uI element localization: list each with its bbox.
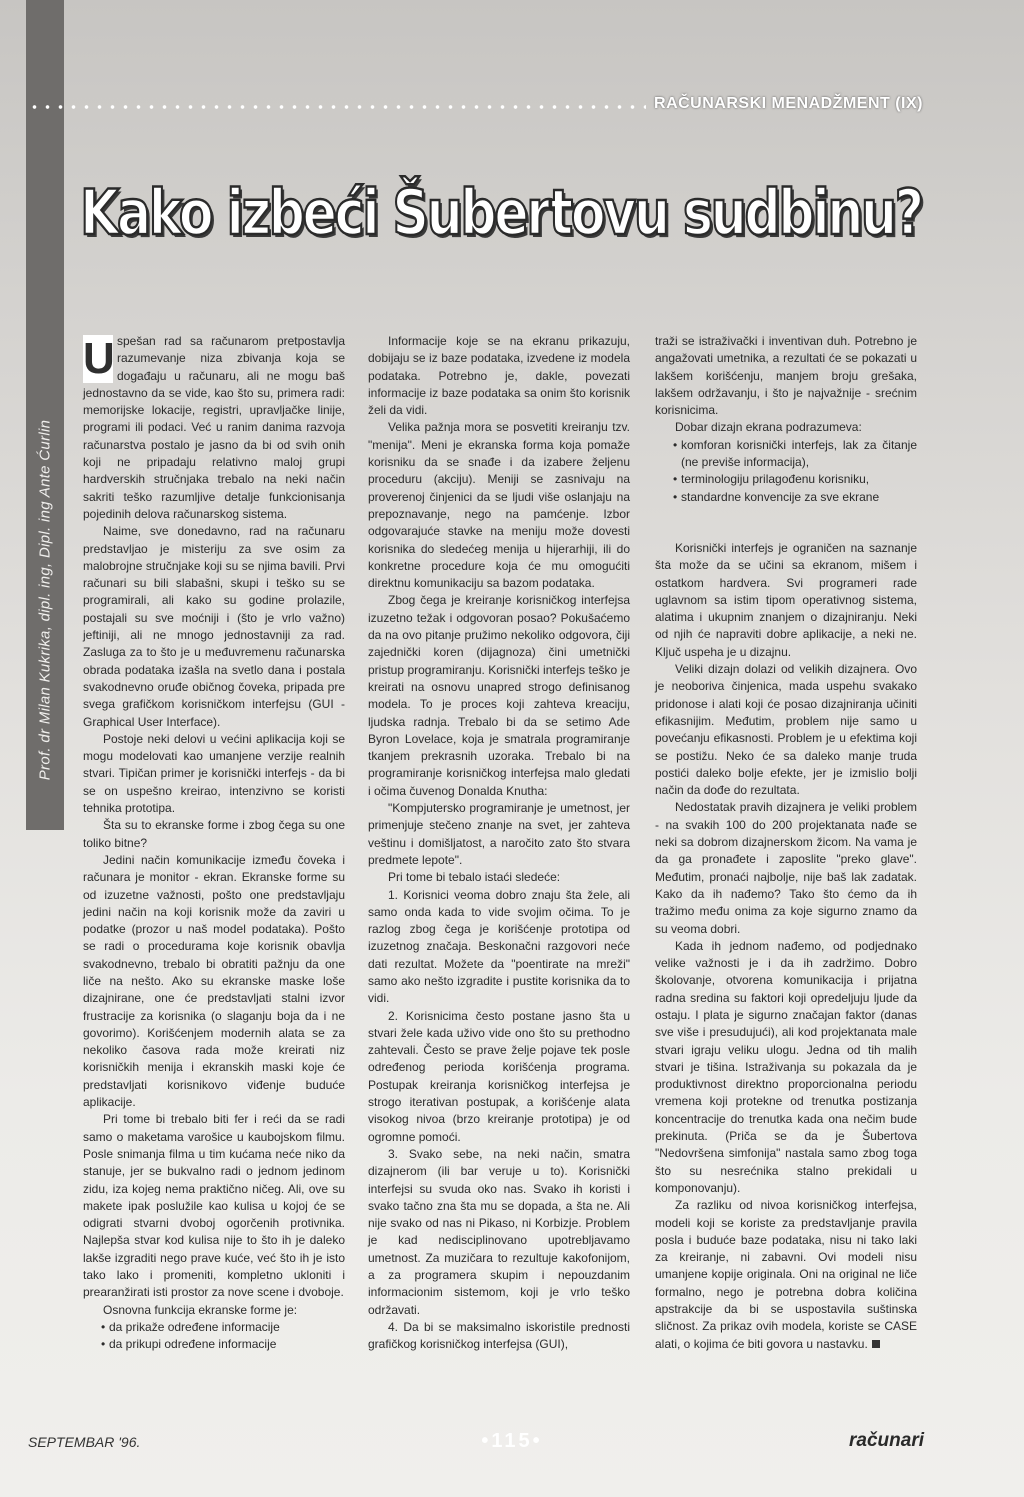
paragraph: Osnovna funkcija ekranske forme je: (103, 1302, 298, 1317)
bullet-item: • standardne konvencije za sve ekrane (655, 489, 917, 506)
drop-cap: U (83, 334, 115, 383)
paragraph: Dobar dizajn ekrana podrazumeva: (675, 420, 862, 435)
end-of-article-mark (872, 1340, 880, 1348)
series-header (28, 90, 923, 118)
paragraph: Kada ih jednom nađemo, od podjednako velike važnosti je i da ih zadržimo. Dobro školovanje, otvorena komunikacija i prijatna radna sredina su faktori koji opredeljuju ljude da ostaju. I plata je sigurno značajan faktor (danas sve više i presudujući), ali kod projektanata male stvari igraju veliku ulogu. Jedna od tih malih stvari je tišina. Istraživanja su pokazala da je produktivnost direktno proporcionalna periodu vremena koji protekne od trenutka postizanja koncentracije do trenutka kada ona nečim bude prekinuta. (Priča se da je Šubertova "Nedovršena simfonija" nastala samo zbog toga što su nesrećnika stalno prekidali u komponovanju). (655, 938, 917, 1195)
paragraph: Veliki dizajn dolazi od velikih dizajnera. Ovo je neoboriva činjenica, mada uspehu svakako pridonose i alati koji će posao dizajniranja učiniti efikasnijim. Međutim, problem nije samo u povećanju efikasnosti. Problem je u efektima koji se postižu. Neko će sa daleko manje truda postići daleko bolje efekte, jer je izmislio bolji način da dođe do rezultata. (655, 662, 917, 798)
numbered-item: 3. Svako sebe, na neki način, smatra dizajnerom (ili bar veruje u to). Korisnički interfejsi su svuda oko nas. Svako ih koristi i svako tačno zna šta mu se dopada, a šta ne. Ali nije svako od nas ni Pikaso, ni Korbizje. Problem je kad nedisciplinovano upotrebljavamo umetnost. Za muzičara to rezultuje kakofonijom, a za programera skupim i nepouzdanim informacionim sistemom, koji je vrlo teško održavati. (368, 1146, 630, 1317)
page-number: •115• (481, 1430, 543, 1452)
paragraph: Pri tome bi tebalo istaći sledeće: (388, 870, 561, 885)
paragraph: Za razliku od nivoa korisničkog interfejsa, modeli koji se koriste za predstavljanje pravila posla i buduće baze podataka, nisu ni tako laki za kreiranje, ni zabavni. Ovi modeli nisu umanjene kopije originala. Oni na original ne liče formalno, nego je potrebna dobra količina apstrakcije da bi se uspostavila suštinska sličnost. Za prikaz ovih modela, koriste se CASE alati, o kojima će biti govora u nastavku. (655, 1198, 917, 1351)
column-1 (83, 333, 345, 1354)
paragraph: Zbog čega je kreiranje korisničkog interfejsa izuzetno težak i odgovoran posao? Pokušaćemo da na ovo pitanje pružimo nekoliko odgovora, čiji zajednički koren (dijagnoza) čini umetnički pristup programiranju. Korisnički interfejs teško je kreirati na osnovu unapred strogo definisanog modela. To je proces koji zahteva kreaciju, ljudska radnja. Trebalo bi da se setimo Ade Byron Lovelace, koja je smatrala programiranje tkanjem prekrasnih uzoraka. Trebalo bi na programiranje korisničkog interfejsa malo gledati i očima čuvenog Donalda Knutha: (368, 593, 630, 798)
issue-date: SEPTEMBAR '96. (28, 1434, 141, 1450)
bullet-item: • da prikaže određene informacije (83, 1319, 345, 1336)
paragraph: Informacije koje se na ekranu prikazuju, dobijaju se iz baze podataka, izvedene iz modela podataka. Potrebno je, dakle, povezati informacije iz baze podataka sa onim što korisnik želi da vidi. (368, 334, 630, 418)
bullet-item: • komforan korisnički interfejs, lak za čitanje (ne previše informacija), (655, 437, 917, 472)
author-byline: Prof. dr Milan Kukrika, dipl. ing, Dipl. ing Ante Ćurlin (36, 419, 54, 781)
quote-paragraph: "Kompjutersko programiranje je umetnost, jer primenjuje stečeno znanje na svet, jer zahteva veštinu i domišljatost, a naročito zato što stvara predmete lepote". (368, 801, 630, 867)
bullet-item: • terminologiju prilagođenu korisniku, (655, 471, 917, 488)
magazine-name: računari (849, 1430, 924, 1451)
paragraph: Nedostatak pravih dizajnera je veliki problem - na svakih 100 do 200 projektanata nađe se neki sa dobrom dizajnerskom žicom. Na vama je da ga pronađete i zaposlite "preko glave". Međutim, pronaći najbolje, nije baš lak zadatak. Kako da ih nađemo? Tako što ćemo da ih tražimo među onima za koje sigurno znamo da su veoma dobri. (655, 800, 917, 936)
paragraph: traži se istraživački i inventivan duh. Potrebno je angažovati umetnika, a rezultati će se pokazati u lakšem korišćenju, manjem broju grešaka, lakšem održavanju, i što je najvažnije - srećnim korisnicima. (655, 334, 917, 418)
paragraph: Naime, sve donedavno, rad na računaru predstavljao je misteriju za sve osim za malobrojne stručnjake koji su se njima bavili. Prvi računari su bili slabašni, skupi i teško su se programirali, ali kako su godine prolazile, postajali su sve moćniji i (što je vrlo važno) jeftiniji, ali ne mnogo jednostavniji za rad. Zasluga za to što je u međuvremenu računarska obrada podataka izašla na svetlo dana i postala svakodnevno oruđe običnog čoveka, pripada pre svega grafičkom korisničkom interfejsu (GUI - Graphical User Interface). (83, 524, 345, 729)
numbered-item: 2. Korisnicima često postane jasno šta u stvari žele kada uživo vide ono što su prethodno zahtevali. Često se prave želje pojave tek posle određenog perioda korišćenja programa. Postupak kreiranja korisničkog interfejsa je strogo iterativan postupak, a korišćenje alata visokog nivoa (brzo kreiranje prototipa) je od ogromne pomoći. (368, 1008, 630, 1144)
subheading: Šta su to ekranske forme i zbog čega su one toliko bitne? (83, 818, 345, 850)
paragraph: Pri tome bi trebalo biti fer i reći da se radi samo o maketama varošice u kaubojskom filmu. Posle snimanja filma u tim kućama neće niko da stanuje, jer se bukvalno radi o jednom jedinom zidu, iza kojeg nema praktično ničeg. Ali, ove su makete ipak poslužile kao kulisa u kojoj će se odigrati stvarni dvoboj ogorčenih protivnika. Najlepša stvar kod kulisa nije to što ih je daleko lakše izgraditi nego prave kuće, već što ih je isto tako lako i promeniti, kompletno ukloniti i prearanžirati isti prostor za nove scene i dvoboje. (83, 1112, 345, 1300)
series-title: RAČUNARSKI MENADŽMENT (IX) (654, 95, 923, 112)
column-3 (655, 333, 917, 1353)
bullet-item: • da prikupi određene informacije (83, 1336, 345, 1353)
paragraph: Jedini način komunikacije između čoveka i računara je monitor - ekran. Ekranske forme su od izuzetne važnosti, pošto one predstavljaju jedini način na koji korisnik može da zaviri u podatke (prozor u naš model podataka). Pošto se radi o procedurama koje korisnik obavlja svakodnevno, trebalo bi obratiti pažnju da one liče na nešto. Ako su ekranske maske loše dizajnirane, one će predstavljati stalni izvor frustracije za korisnika (o slaganju boja da i ne govorimo). Korišćenjem modernih alata se za nekoliko časova rada može kreirati niz korisničkih menija i ekranskih maski koje će predstavljati korisnikovo viđenje buduće aplikacije. (83, 852, 345, 1110)
numbered-item: 4. Da bi se maksimalno iskoristile prednosti grafičkog korisničkog interfejsa (GUI), (368, 1319, 630, 1352)
paragraph: Postoje neki delovi u većini aplikacija koji se mogu modelovati kao umanjene verzije realnih stvari. Tipičan primer je korisnički interfejs - da bi se on uspešno kreirao, intenzivno se koristi tehnika prototipa. (83, 731, 345, 816)
numbered-item: 1. Korisnici veoma dobro znaju šta žele, ali samo onda kada to vide svojim očima. To je razlog zbog čega je korišćenje prototipa od izuzetnog značaja. Beskonačni razgovori neće dati rezultat. Možete da "poentirate na mreži" samo ako nešto izgradite i pustite korisnika da to vidi. (368, 887, 630, 1006)
article-title: Kako izbeći Šubertovu sudbinu? (80, 176, 922, 249)
lead-paragraph: U spešan rad sa računarom pretpostavlja razumevanje niza zbivanja koja se događaju u računaru, ali ne mogu baš jednostavno da se vide, kao što su, primera radi: memorijske lokacije, registri, upravljačke linije, programi ili podaci. Već u ranim danima razvoja računarstva postalo je jasno da bi od svih onih koji ne pripadaju relativno maloj grupi hardverskih stručnjaka trebalo na neki način sakriti teško razumljive detalje funkcionisanja pojedinih delova računarskog sistema. (83, 334, 345, 521)
paragraph: Velika pažnja mora se posvetiti kreiranju tzv. "menija". Meni je ekranska forma koja pomaže korisniku da se snađe i da izabere željenu proceduru (akciju). Meniji se zasnivaju na proverenoj činjenici da se ljudi više oslanjaju na prepoznavanje, nego na pamćenje. Izbor odgovarajuće stavke na meniju može dovesti korisnika do sledećeg menija u hijerarhiji, ili do konkretne procedure koja će mu omogućiti direktnu komunikaciju sa bazom podataka. (368, 420, 630, 591)
column-2 (368, 333, 630, 1354)
dotted-leader (28, 105, 646, 109)
paragraph: Korisnički interfejs je ograničen na saznanje šta može da se učini sa ekranom, mišem i ostatkom hardvera. Svi programeri rade uglavnom sa istim tipom operativnog sistema, alatima i ukupnim znanjem o dizajniranju. Neki od njih će napraviti dobre aplikacije, a neki ne. Ključ uspeha je u dizajnu. (655, 540, 917, 659)
